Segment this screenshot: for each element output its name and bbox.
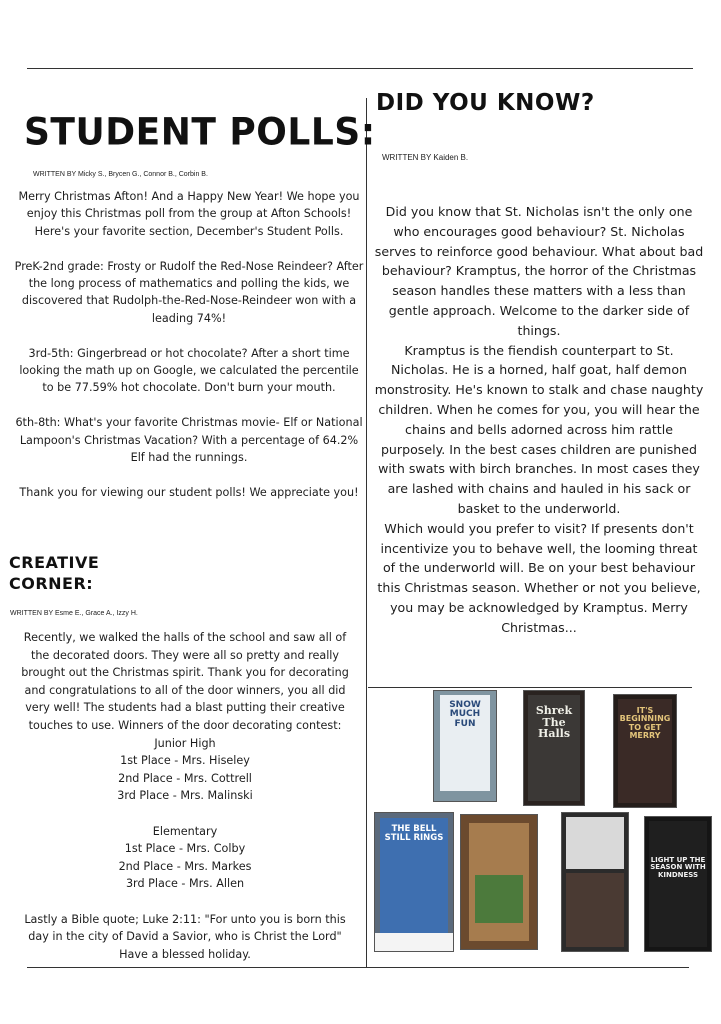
polls-paragraph-thanks: Thank you for viewing our student polls! We appreciate you!	[19, 485, 359, 499]
snow-decoration	[375, 933, 453, 951]
cc-elementary-heading: Elementary	[152, 824, 218, 838]
cc-junior-high-heading: Junior High	[154, 736, 216, 750]
student-polls-title: STUDENT POLLS:	[24, 110, 376, 155]
bottom-rule	[27, 967, 689, 968]
creative-corner-title: CREATIVE CORNER:	[9, 553, 100, 593]
polls-paragraph-intro: Merry Christmas Afton! And a Happy New Year! We hope you enjoy this Christmas poll from the group at Afton Schools! Here's your favorite section, December's Student Polls.	[18, 190, 360, 238]
door-photo-get-merry	[613, 694, 677, 808]
door-panel	[475, 875, 523, 923]
top-rule	[27, 68, 693, 69]
door-photo-light-up-the-season	[644, 816, 712, 952]
cc-elementary-place-3: 3rd Place - Mrs. Allen	[125, 877, 245, 891]
door-image	[566, 873, 624, 947]
door-image	[649, 821, 707, 947]
cc-junior-high-place-1: 1st Place - Mrs. Hiseley	[120, 754, 250, 768]
door-photo-label: IT'S BEGINNING TO GET MERRY	[619, 706, 671, 741]
creative-corner-byline: WRITTEN BY Esme E., Grace A., Izzy H.	[10, 610, 138, 617]
spacer	[14, 805, 356, 823]
did-you-know-body	[374, 202, 704, 638]
cc-intro: Recently, we walked the halls of the school and saw all of the decorated doors. They were all so pretty and really brought out the Christmas spirit. Thank you for decorating and congratulations to all of the door winners, you all did very well! The students had a blast putting their creative touches to use. Winners of the door decorating contest:	[21, 631, 349, 732]
cc-elementary-place-1: 1st Place - Mrs. Colby	[124, 842, 246, 856]
photo-section-rule	[368, 687, 692, 688]
cc-elementary-place-2: 2nd Place - Mrs. Markes	[118, 859, 252, 873]
student-polls-body	[13, 188, 365, 519]
cc-junior-high-place-2: 2nd Place - Mrs. Cottrell	[118, 771, 252, 785]
column-divider	[366, 98, 367, 968]
polls-paragraph-6th-8th: 6th-8th: What's your favorite Christmas movie- Elf or National Lampoon's Christmas Vacation? With a percentage of 64.2% Elf had the runnings.	[15, 416, 363, 465]
door-photo-snow-much-fun	[433, 690, 497, 802]
cc-closing: Lastly a Bible quote; Luke 2:11: "For unto you is born this day in the city of David a Savior, who is Christ the Lord" Have a blessed holiday.	[24, 912, 346, 961]
door-photo-shrek-the-halls	[523, 690, 585, 806]
dyk-paragraph-2: Kramptus is the fiendish counterpart to St. Nicholas. He is a horned, half goat, half demon monstrosity. He's known to stalk and chase naughty children. When he comes for you, you will hear the chains and bells adorned across him rattle purposely. In the best cases children are punished with swats with birch branches. In most cases they are lashed with chains and hauled in his sack or basket to the underworld.	[374, 342, 704, 516]
cc-junior-high-place-3: 3rd Place - Mrs. Malinski	[117, 789, 253, 803]
creative-corner-body	[14, 629, 356, 963]
did-you-know-title: DID YOU KNOW?	[376, 90, 595, 116]
door-photo-label: THE BELL STILL RINGS	[384, 824, 444, 843]
door-photo-elf	[561, 812, 629, 952]
door-photo-bell-still-rings	[374, 812, 454, 952]
door-photo-label: Shrek The Halls	[535, 704, 573, 741]
did-you-know-byline: WRITTEN BY Kaiden B.	[382, 153, 469, 162]
spacer	[14, 893, 356, 911]
door-photo-label: LIGHT UP THE SEASON WITH KINDNESS	[650, 856, 706, 879]
dyk-paragraph-1: Did you know that St. Nicholas isn't the only one who encourages good behaviour? St. Nicholas serves to reinforce good behaviour. What about bad behaviour? Kramptus, the horror of the Christmas season handles these matters with a less than gentle approach. Welcome to the darker side of things.	[374, 204, 704, 338]
polls-paragraph-prek: PreK-2nd grade: Frosty or Rudolf the Red-Nose Reindeer? After the long process of mathematics and polling the kids, we discovered that Rudolph-the-Red-Nose-Reindeer won with a leading 74%!	[14, 259, 364, 325]
door-photo-gingerbread	[460, 814, 538, 950]
student-polls-byline: WRITTEN BY Micky S., Brycen G., Connor B., Corbin B.	[33, 171, 208, 178]
dyk-paragraph-3: Which would you prefer to visit? If presents don't incentivize you to behave well, the looming threat of the underworld will. Be on your best behaviour this Christmas season. Whether or not you believe, you may be acknowledged by Kramptus. Merry Christmas...	[377, 520, 701, 635]
door-photo-label: SNOW MUCH FUN	[449, 700, 481, 729]
polls-paragraph-3rd-5th: 3rd-5th: Gingerbread or hot chocolate? After a short time looking the math up on Google, we calculated the percentile to be 77.59% hot chocolate. Don't burn your mouth.	[19, 346, 359, 395]
door-decoration	[566, 817, 624, 869]
